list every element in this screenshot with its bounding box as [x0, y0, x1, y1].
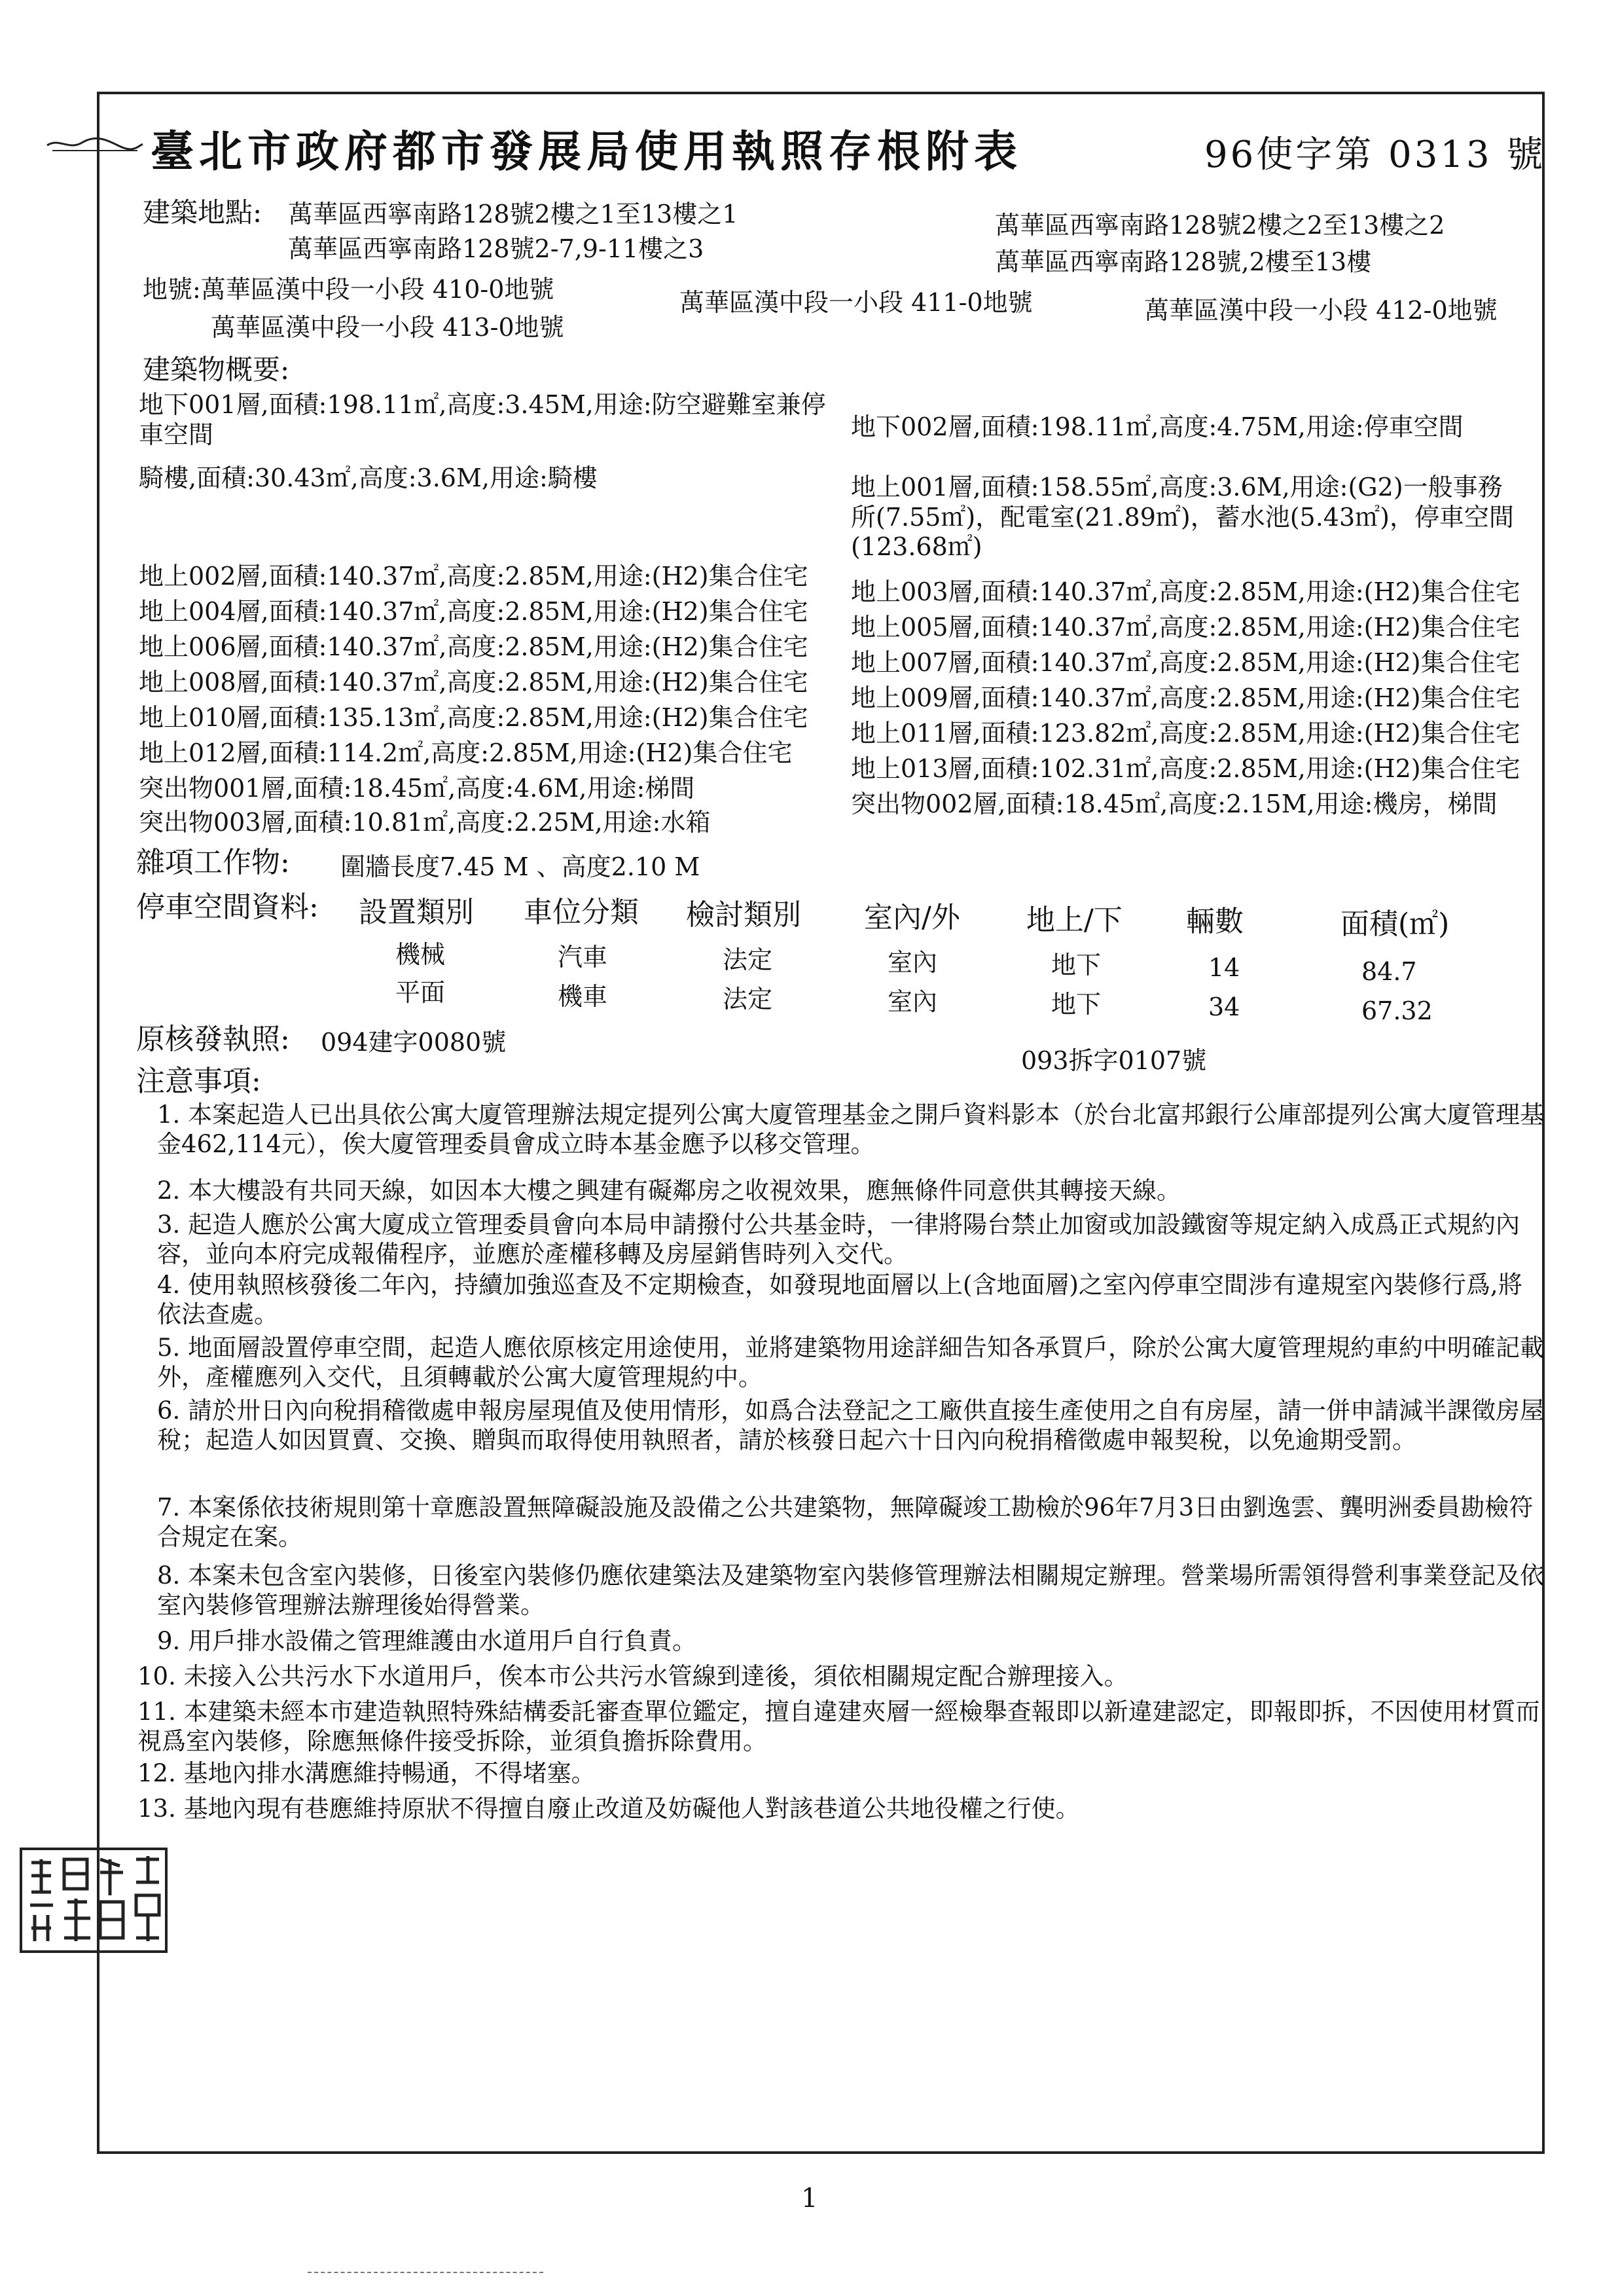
official-seal — [18, 1846, 169, 1954]
note-4: 4. 使用執照核發後二年內，持續加強巡查及不定期檢查，如發現地面層以上(含地面層)之室內停車空間涉有違規室內裝修行爲,將依法查處。 — [157, 1271, 1522, 1328]
floor-right-6: 突出物002層,面積:18.45㎡,高度:2.15M,用途:機房，梯間 — [851, 790, 1498, 818]
parking-r0-c5: 14 — [1208, 953, 1240, 982]
bottom-divider — [308, 2272, 543, 2273]
floor-left-2: 地上006層,面積:140.37㎡,高度:2.85M,用途:(H2)集合住宅 — [139, 632, 808, 661]
note-3: 3. 起造人應於公寓大廈成立管理委員會向本局申請撥付公共基金時，一律將陽台禁止加窗或加設鐵窗等規定納入成爲正式規約內容，並向本府完成報備程序，並應於產權移轉及房屋銷售時列入交代。 — [157, 1211, 1520, 1268]
floor-left-0: 地上002層,面積:140.37㎡,高度:2.85M,用途:(H2)集合住宅 — [139, 562, 808, 591]
parking-r1-c6: 67.32 — [1361, 996, 1433, 1025]
note-9: 9. 用戶排水設備之管理維護由水道用戶自行負責。 — [157, 1627, 697, 1655]
misc-label: 雜項工作物: — [136, 846, 290, 879]
floor-right-3: 地上009層,面積:140.37㎡,高度:2.85M,用途:(H2)集合住宅 — [851, 683, 1520, 712]
floor-left-1: 地上004層,面積:140.37㎡,高度:2.85M,用途:(H2)集合住宅 — [139, 597, 808, 626]
misc-value: 圍牆長度7.45 M 、高度2.10 M — [340, 852, 700, 881]
note-5: 5. 地面層設置停車空間，起造人應依原核定用途使用，並將建築物用途詳細告知各承買戶，除於公寓大廈管理規約車約中明確記載外，產權應列入交代，且須轉載於公寓大廈管理規約中。 — [157, 1334, 1545, 1391]
permit-number: 96使字第 0313 號 — [1204, 134, 1546, 176]
site-address-2: 萬華區西寧南路128號2-7,9-11樓之3 — [288, 234, 704, 263]
floor-right-4: 地上011層,面積:123.82㎡,高度:2.85M,用途:(H2)集合住宅 — [851, 719, 1520, 748]
floor-1f: 地上001層,面積:158.55㎡,高度:3.6M,用途:(G2)一般事務所(7.55㎡)，配電室(21.89㎡)，蓄水池(5.43㎡)，停車空間(123.68㎡) — [851, 473, 1514, 562]
parking-r0-c4: 地下 — [1051, 951, 1102, 979]
parking-r0-c2: 法定 — [723, 945, 773, 974]
overview-label: 建築物概要: — [143, 354, 290, 386]
note-13: 13. 基地內現有巷應維持原狀不得擅自廢止改道及妨礙他人對該巷道公共地役權之行使。 — [137, 1795, 1080, 1823]
note-8: 8. 本案未包含室內裝修，日後室內裝修仍應依建築法及建築物室內裝修管理辦法相關規定辦理。營業場所需領得營利事業登記及依室內裝修管理辦法辦理後始得營業。 — [157, 1561, 1545, 1619]
floor-arcade: 騎樓,面積:30.43㎡,高度:3.6M,用途:騎樓 — [139, 464, 598, 492]
note-6: 6. 請於卅日內向稅捐稽徵處申報房屋現值及使用情形，如爲合法登記之工廠供直接生產使用之自有房屋，請一併申請減半課徵房屋稅；起造人如因買賣、交換、贈與而取得使用執照者，請於核發日起六十日內向稅捐稽徵處申報契稅，以免逾期受罰。 — [157, 1396, 1545, 1454]
parking-header-5: 輛數 — [1186, 905, 1244, 938]
floor-left-4: 地上010層,面積:135.13㎡,高度:2.85M,用途:(H2)集合住宅 — [139, 703, 808, 732]
lot-4: 萬華區漢中段一小段 413-0地號 — [211, 313, 564, 342]
parking-header-1: 車位分類 — [524, 896, 639, 929]
parking-r1-c2: 法定 — [723, 985, 773, 1013]
parking-r1-c1: 機車 — [558, 982, 608, 1011]
parking-r0-c6: 84.7 — [1361, 957, 1417, 986]
floor-left-6: 突出物001層,面積:18.45㎡,高度:4.6M,用途:梯間 — [139, 774, 695, 803]
parking-label: 停車空間資料: — [136, 890, 319, 924]
parking-header-2: 檢討類別 — [686, 898, 801, 932]
site-address-1: 萬華區西寧南路128號2樓之1至13樓之1 — [288, 200, 738, 228]
floor-left-5: 地上012層,面積:114.2㎡,高度:2.85M,用途:(H2)集合住宅 — [139, 738, 793, 767]
lot-2: 萬華區漢中段一小段 411-0地號 — [679, 288, 1033, 317]
parking-r1-c4: 地下 — [1051, 990, 1102, 1019]
note-1: 1. 本案起造人已出具依公寓大廈管理辦法規定提列公寓大廈管理基金之開戶資料影本（於台北富邦銀行公庫部提列公寓大廈管理基金462,114元），俟大廈管理委員會成立時本基金應予以移交管理。 — [157, 1101, 1545, 1158]
parking-r0-c0: 機械 — [395, 940, 446, 969]
floor-left-7: 突出物003層,面積:10.81㎡,高度:2.25M,用途:水箱 — [139, 808, 711, 837]
parking-r1-c5: 34 — [1208, 993, 1240, 1021]
floor-right-1: 地上005層,面積:140.37㎡,高度:2.85M,用途:(H2)集合住宅 — [851, 613, 1520, 642]
lot-1: 地號:萬華區漢中段一小段 410-0地號 — [143, 275, 554, 304]
site-address-3: 萬華區西寧南路128號2樓之2至13樓之2 — [995, 211, 1445, 240]
notes-label: 注意事項: — [136, 1065, 261, 1098]
floor-left-3: 地上008層,面積:140.37㎡,高度:2.85M,用途:(H2)集合住宅 — [139, 668, 808, 697]
note-7: 7. 本案係依技術規則第十章應設置無障礙設施及設備之公共建築物，無障礙竣工勘檢於96年7月3日由劉逸雲、龔明洲委員勘檢符合規定在案。 — [157, 1493, 1534, 1551]
parking-r0-c1: 汽車 — [558, 943, 608, 972]
note-11: 11. 本建築未經本市建造執照特殊結構委託審查單位鑑定，擅自違建夾層一經檢舉查報即以新違建認定，即報即拆，不因使用材質而視爲室內裝修，除應無條件接受拆除，並須負擔拆除費用。 — [137, 1698, 1540, 1755]
floor-right-5: 地上013層,面積:102.31㎡,高度:2.85M,用途:(H2)集合住宅 — [851, 754, 1520, 783]
page-number: 1 — [801, 2183, 818, 2214]
note-10: 10. 未接入公共污水下水道用戶，俟本市公共污水管線到達後，須依相關規定配合辦理接入。 — [137, 1662, 1128, 1690]
parking-header-6: 面積(㎡) — [1340, 907, 1450, 941]
site-address-4: 萬華區西寧南路128號,2樓至13樓 — [995, 247, 1372, 276]
floor-right-2: 地上007層,面積:140.37㎡,高度:2.85M,用途:(H2)集合住宅 — [851, 648, 1520, 677]
parking-header-4: 地上/下 — [1026, 903, 1123, 937]
parking-r1-c0: 平面 — [395, 978, 446, 1007]
page-title: 臺北市政府都市發展局使用執照存根附表 — [151, 126, 1022, 177]
site-label: 建築地點: — [143, 196, 262, 228]
floor-b1: 地下001層,面積:198.11㎡,高度:3.45M,用途:防空避難室兼停車空間 — [139, 390, 826, 449]
parking-r0-c3: 室內 — [888, 948, 938, 977]
floor-right-0: 地上003層,面積:140.37㎡,高度:2.85M,用途:(H2)集合住宅 — [851, 577, 1520, 606]
handwritten-mark — [46, 131, 144, 157]
note-2: 2. 本大樓設有共同天線，如因本大樓之興建有礙鄰房之收視效果，應無條件同意供其轉接天線。 — [157, 1176, 1181, 1205]
parking-r1-c3: 室內 — [888, 987, 938, 1016]
parking-header-3: 室內/外 — [864, 901, 960, 934]
floor-b2: 地下002層,面積:198.11㎡,高度:4.75M,用途:停車空間 — [851, 412, 1464, 441]
original-permit-label: 原核發執照: — [136, 1023, 290, 1056]
note-12: 12. 基地內排水溝應維持暢通，不得堵塞。 — [137, 1759, 596, 1787]
lot-3: 萬華區漢中段一小段 412-0地號 — [1144, 296, 1498, 325]
original-permit-value-1: 094建字0080號 — [321, 1028, 507, 1057]
original-permit-value-2: 093拆字0107號 — [1021, 1046, 1207, 1075]
parking-header-0: 設置類別 — [359, 896, 474, 929]
